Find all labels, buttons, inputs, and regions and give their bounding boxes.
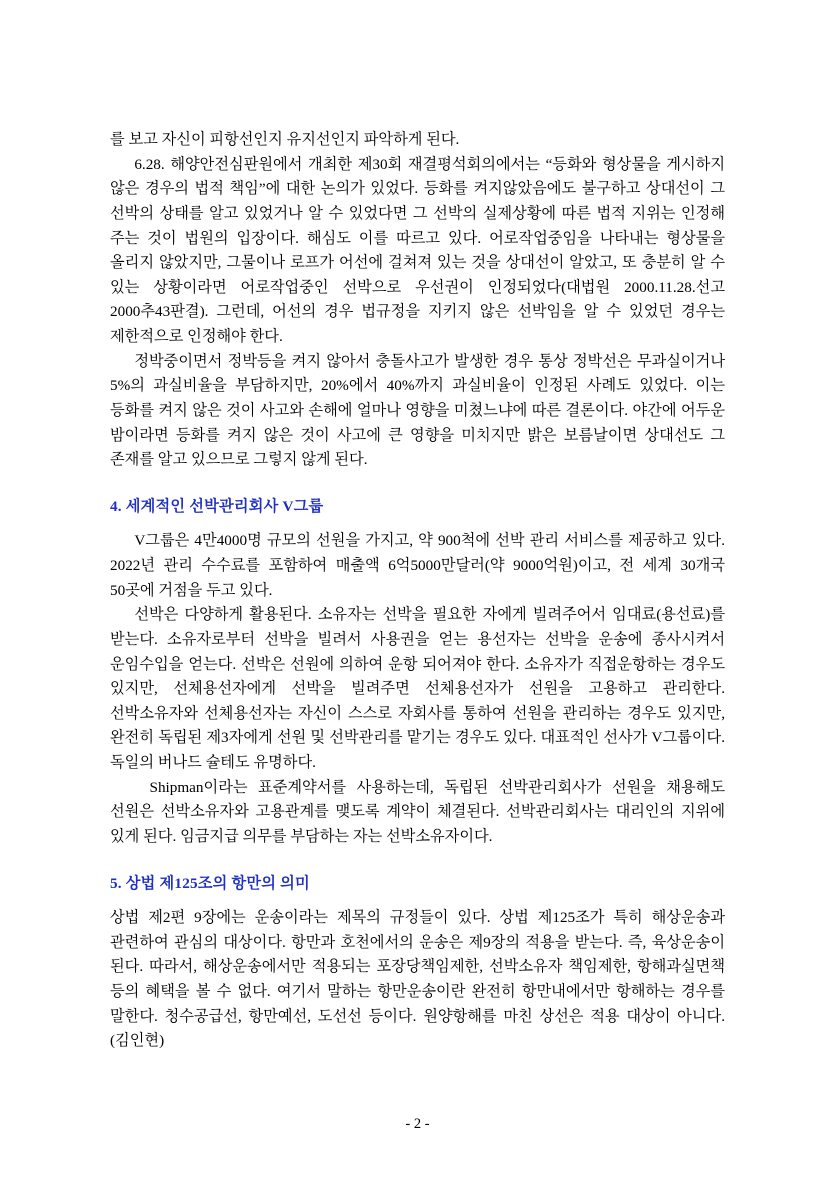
document-body (110, 128, 725, 1054)
paragraph-anchored-vessel: 정박중이면서 정박등을 켜지 않아서 충돌사고가 발생한 경우 통상 정박선은 무과실이거나 5%의 과실비율을 부담하지만, 20%에서 40%까지 과실비율이 인정된 사례도 있었다. 이는 등화를 켜지 않은 것이 사고와 손해에 얼마나 영향을 미쳤느냐에 따른 결론이다. 야간에 어두운 밤이라면 등화를 켜지 않은 것이 사고에 큰 영향을 미치지만 밝은 보름날이면 상대선도 그 존재를 알고 있으므로 그렇지 않게 된다. (110, 352, 725, 469)
paragraph-shipman: Shipman이라는 표준계약서를 사용하는데, 독립된 선박관리회사가 선원을 채용해도 선원은 선박소유자와 고용관계를 맺도록 계약이 체결된다. 선박관리회사는 대리인의 지위에 있게 된다. 임금지급 의무를 부담하는 자는 선박소유자이다. (110, 778, 725, 845)
section-heading-5: 5. 상법 제125조의 항만의 의미 (110, 874, 310, 892)
paragraph-commercial-act-125: 상법 제2편 9장에는 운송이라는 제목의 규정들이 있다. 상법 제125조가 특히 해상운송과 관련하여 관심의 대상이다. 항만과 호천에서의 운송은 제9장의 적용을 받는다. 즉, 육상운송이 된다. 따라서, 해상운송에서만 적용되는 포장당책임제한, 선박소유자 책임제한, 항해과실면책 등의 혜택을 볼 수 없다. 여기서 말하는 항만운송이란 완전히 항만내에서만 항해하는 경우를 말한다. 청수공급선, 항만예선, 도선선 등이다. 원양항해를 마친 상선은 적용 대상이 아니다. (김인현) (110, 909, 725, 1050)
spacer (110, 896, 725, 906)
paragraph-ship-usage: 선박은 다양하게 활용된다. 소유자는 선박을 필요한 자에게 빌려주어서 임대료(용선료)를 받는다. 소유자로부터 선박을 빌려서 사용권을 얻는 용선자는 선박을 운송에 종사시켜서 운임수입을 얻는다. 선박은 선원에 의하여 운항 되어져야 한다. 소유자가 직접운항하는 경우도 있지만, 선체용선자에게 선박을 빌려주면 선체용선자가 선원을 고용하고 관리한다. 선박소유자와 선체용선자는 자신이 스스로 자회사를 통하여 선원을 관리하는 경우도 있지만, 완전히 독립된 제3자에게 선원 및 선박관리를 맡기는 경우도 있다. 대표적인 선사가 V그룹이다. 독일의 버나드 슐테도 유명하다. (110, 606, 725, 771)
spacer (110, 850, 725, 872)
paragraph-continuation: 를 보고 자신이 피항선인지 유지선인지 파악하게 된다. (110, 131, 460, 148)
spacer (110, 519, 725, 529)
paragraph-vgroup-overview: V그룹은 4만4000명 규모의 선원을 가지고, 약 900척에 선박 관리 서비스를 제공하고 있다. 2022년 관리 수수료를 포함하여 매출액 6억5000만달러(약 9000억원)이고, 전 세계 30개국 50곳에 거점을 두고 있다. (110, 532, 725, 599)
spacer (110, 473, 725, 495)
section-heading-4: 4. 세계적인 선박관리회사 V그룹 (110, 497, 324, 515)
paragraph-6-28: 6.28. 해양안전심판원에서 개최한 제30회 재결평석회의에서는 “등화와 형상물을 게시하지 않은 경우의 법적 책임”에 대한 논의가 있었다. 등화를 켜지않았음에도 불구하고 상대선이 그 선박의 상태를 알고 있었거나 알 수 있었다면 그 선박의 실제상황에 따른 법적 지위는 인정해 주는 것이 법원의 입장이다. 해심도 이를 따르고 있다. 어로작업중임을 나타내는 형상물을 올리지 않았지만, 그물이나 로프가 어선에 걸쳐져 있는 것을 상대선이 알았고, 또 충분히 알 수 있는 상황이라면 어로작업중인 선박으로 우선권이 인정되었다(대법원 2000.11.28.선고 2000추43판결). 그런데, 어선의 경우 법규정을 지키지 않은 선박임을 알 수 있었던 경우는 제한적으로 인정해야 한다. (110, 155, 725, 345)
page-number: - 2 - (405, 1116, 430, 1132)
